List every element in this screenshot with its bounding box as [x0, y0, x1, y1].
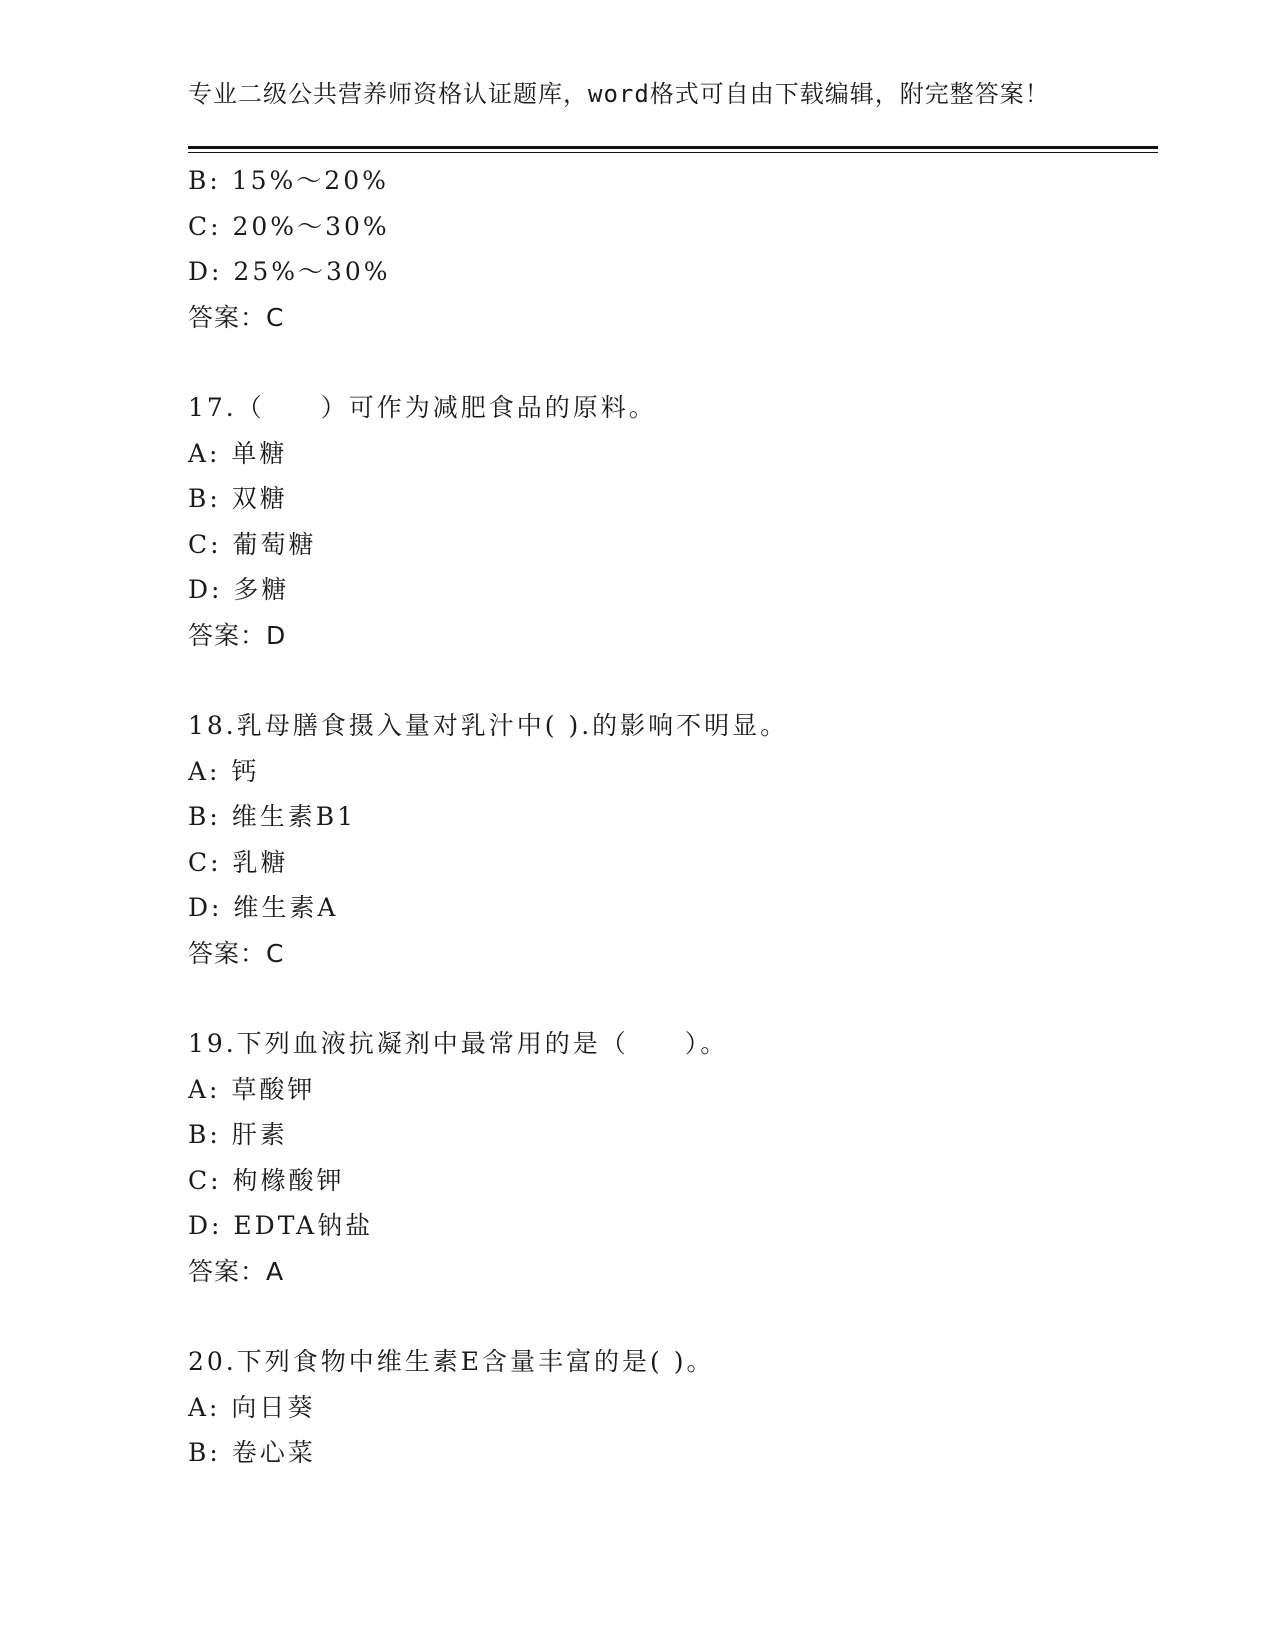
option-a: A: 向日葵 [188, 1392, 316, 1422]
question-stem: 18.乳母膳食摄入量对乳汁中( ).的影响不明显。 [188, 711, 789, 740]
option-b: B: 双糖 [188, 484, 288, 513]
question-list [188, 158, 1158, 1476]
option-c: C: 20%～30% [188, 211, 390, 241]
question-stem: 17.（ ）可作为减肥食品的原料。 [188, 393, 657, 422]
option-c: C: 枸橼酸钾 [188, 1165, 345, 1195]
option-b: B: 卷心菜 [188, 1438, 316, 1467]
question-block-17 [188, 385, 1158, 658]
question-block-20 [188, 1339, 1158, 1476]
question-block-16 [188, 158, 1158, 340]
option-b: B: 维生素B1 [188, 802, 357, 831]
page-header: 专业二级公共营养师资格认证题库，word格式可自由下载编辑，附完整答案！ [188, 80, 1050, 108]
option-d: D: 25%～30% [188, 257, 391, 286]
header-rule-thin [188, 152, 1158, 153]
option-a: A: 单糖 [188, 438, 288, 468]
question-block-19 [188, 1021, 1158, 1294]
option-a: A: 钙 [188, 756, 260, 786]
option-d: D: EDTA钠盐 [188, 1211, 374, 1240]
answer-line: 答案：C [188, 302, 285, 332]
question-stem: 19.下列血液抗凝剂中最常用的是（ ）。 [188, 1029, 729, 1058]
question-stem: 20.下列食物中维生素E含量丰富的是( )。 [188, 1347, 715, 1376]
answer-line: 答案：D [188, 620, 287, 650]
question-block-18 [188, 703, 1158, 976]
option-c: C: 葡萄糖 [188, 529, 317, 559]
option-b: B: 肝素 [188, 1120, 288, 1149]
option-c: C: 乳糖 [188, 847, 289, 877]
answer-line: 答案：A [188, 1256, 285, 1286]
option-d: D: 维生素A [188, 893, 339, 922]
answer-line: 答案：C [188, 938, 285, 968]
option-a: A: 草酸钾 [188, 1074, 316, 1104]
option-b: B: 15%～20% [188, 166, 389, 195]
header-rule-thick [188, 146, 1158, 149]
option-d: D: 多糖 [188, 575, 290, 604]
